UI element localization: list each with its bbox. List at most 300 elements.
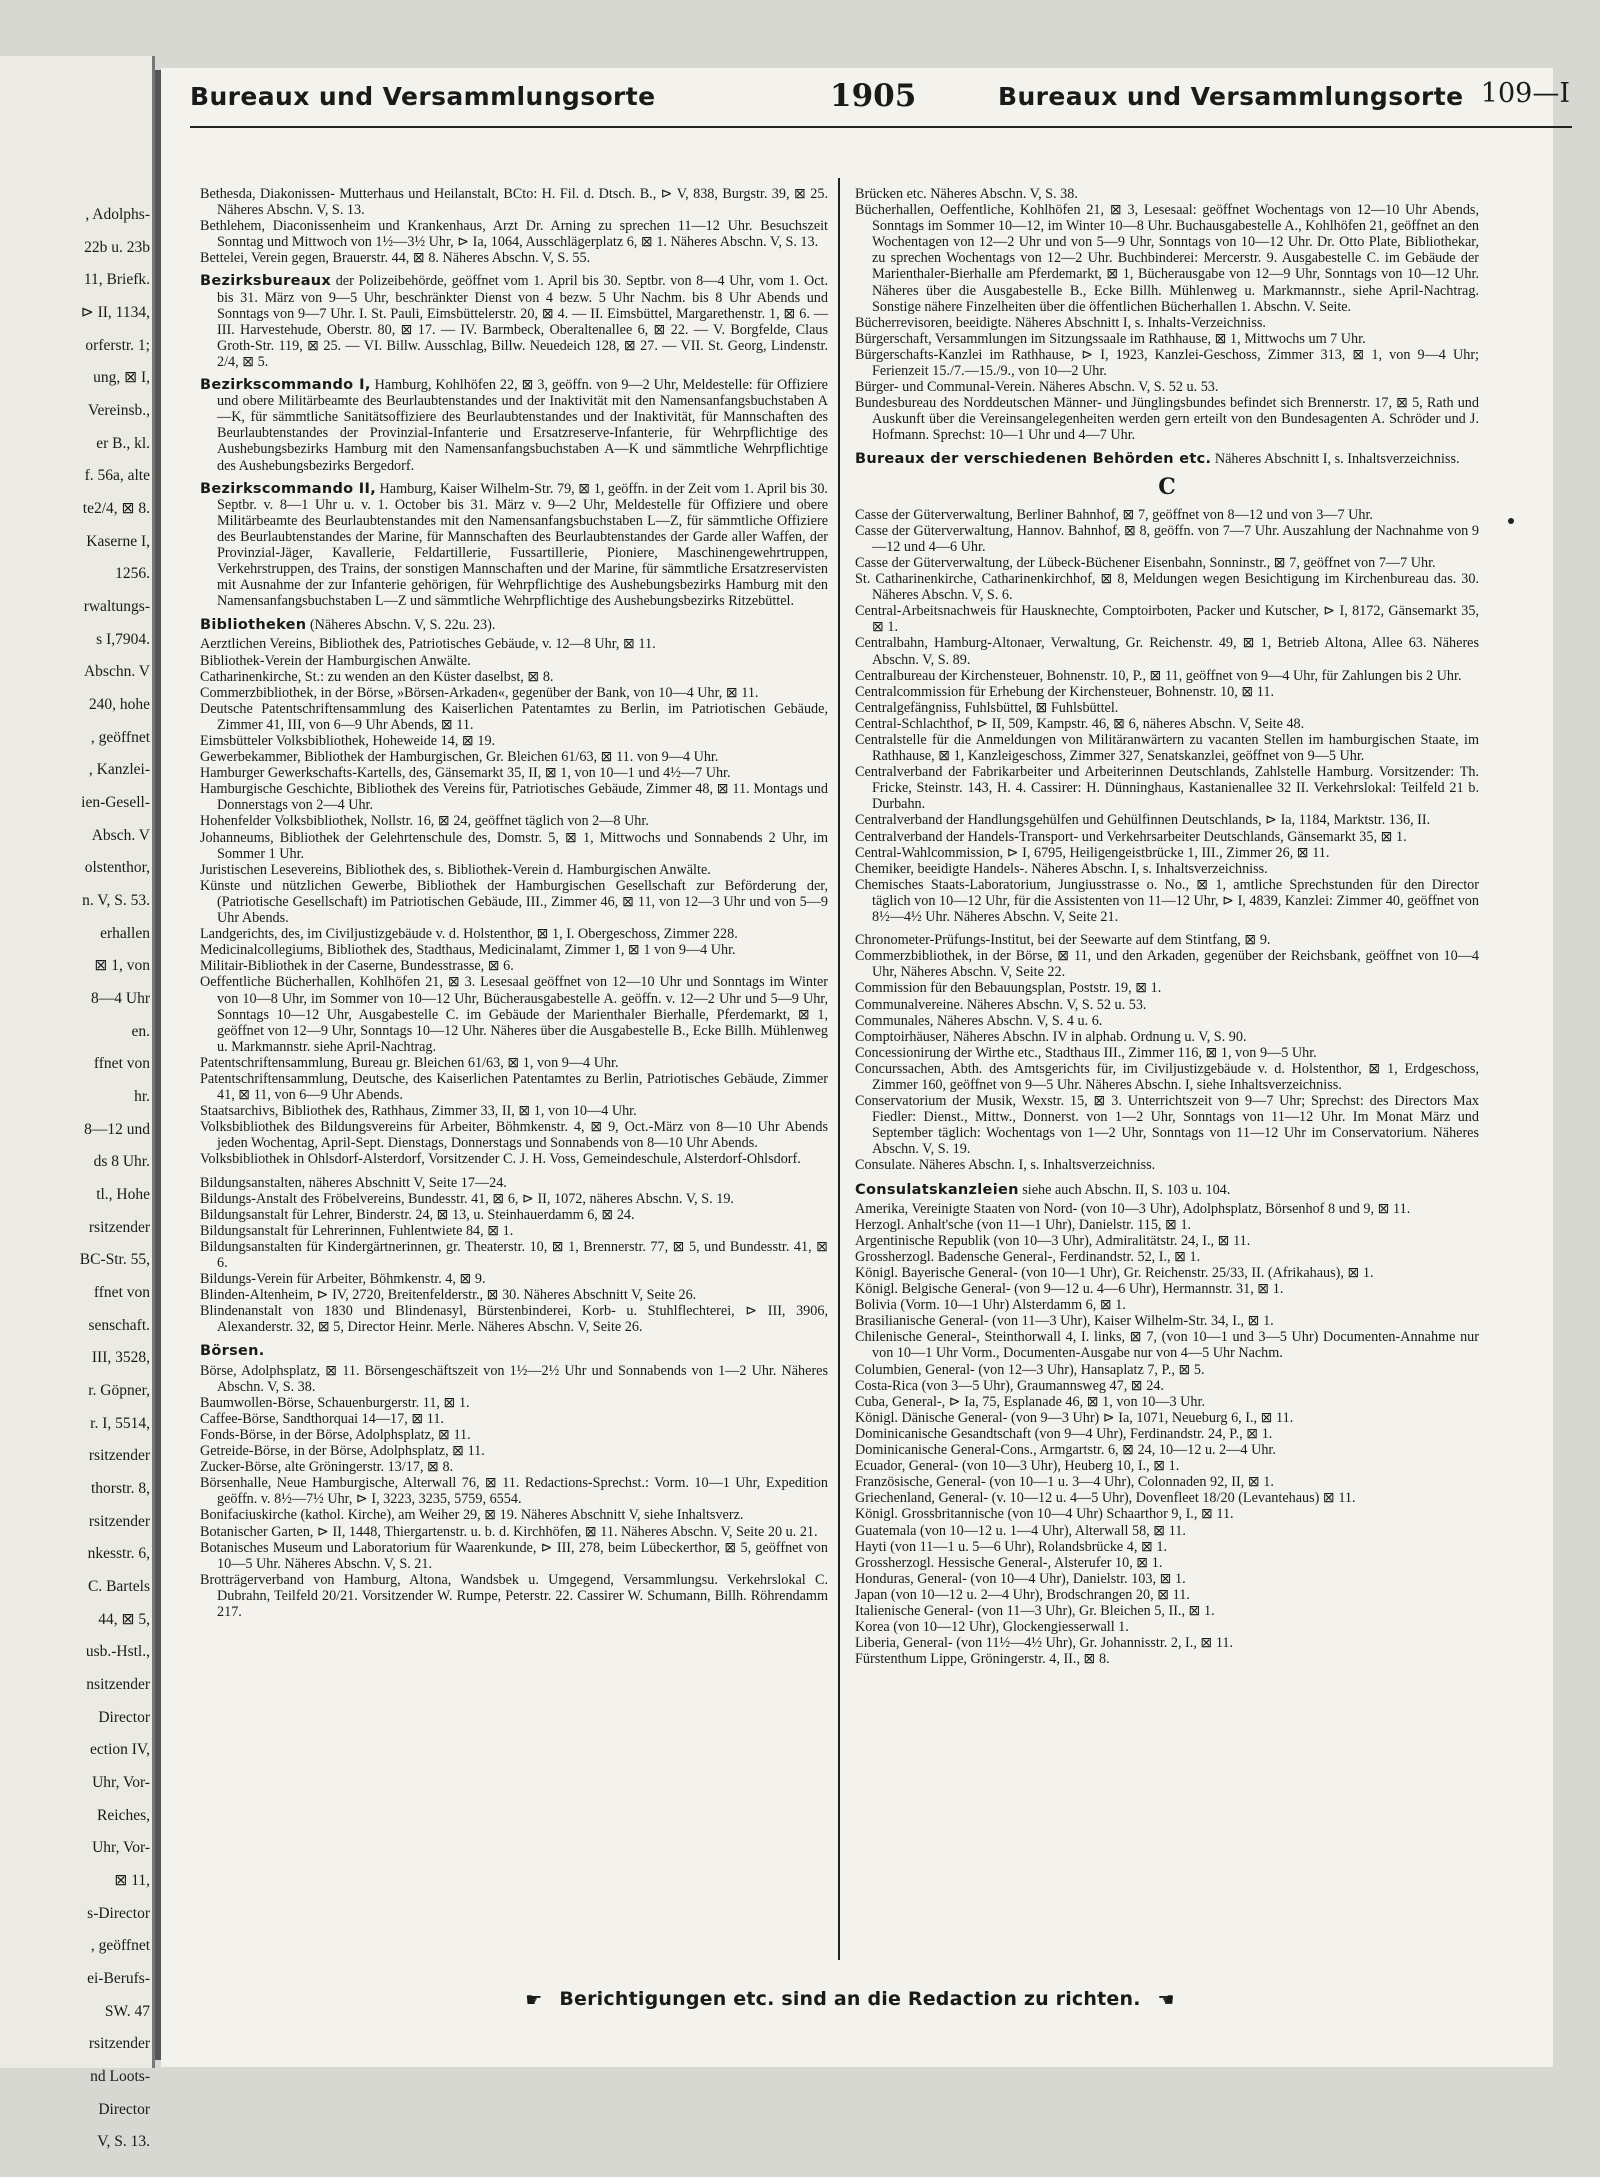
entry-text: Commission für den Bebauungsplan, Poststr. 19, ⊠ 1. <box>855 980 1162 997</box>
entry-text: Näheres Abschnitt I, s. Inhaltsverzeichniss. <box>1211 450 1460 467</box>
directory-entry <box>200 813 828 829</box>
previous-page-line: ⊠ 1, von <box>94 957 150 975</box>
entry-text: Blindenanstalt von 1830 und Blindenasyl, Bürstenbinderei, Korb- u. Stuhlflechterei, ⊳ III, 3906, Alexanderstr. 32, ⊠ 5, Director Heinr. Merle. Näheres Abschn. V, Seite 26. <box>200 1303 828 1336</box>
entry-text: Bildungsanstalt für Lehrerinnen, Fuhlentwiete 84, ⊠ 1. <box>200 1222 514 1239</box>
entry-text: Landgerichts, des, im Civiljustizgebäude v. d. Holstenthor, ⊠ 1, I. Obergeschoss, Zimmer 228. <box>200 926 738 943</box>
previous-page-line: te2/4, ⊠ 8. <box>82 500 150 517</box>
entry-text: Zucker-Börse, alte Gröningerstr. 13/17, ⊠ 8. <box>200 1459 454 1476</box>
directory-entry <box>200 481 828 610</box>
entry-text: Bürger- und Communal-Verein. Näheres Abschn. V, S. 52 u. 53. <box>855 379 1219 396</box>
directory-entry <box>200 1071 828 1103</box>
directory-entry <box>200 1395 828 1411</box>
previous-page-line: ⊠ 11, <box>114 1872 150 1889</box>
previous-page-line: ei-Berufs- <box>87 1970 150 1987</box>
directory-entry <box>855 523 1479 555</box>
entry-text: Amerika, Vereinigte Staaten von Nord- (von 10—3 Uhr), Adolphsplatz, Börsenhof 8 und 9, ⊠ 11. <box>855 1200 1411 1217</box>
directory-entry <box>855 1635 1479 1651</box>
entry-text: Columbien, General- (von 12—3 Uhr), Hansaplatz 7, P., ⊠ 5. <box>855 1361 1205 1378</box>
directory-entry <box>200 926 828 942</box>
entry-text: Dominicanische General-Cons., Armgartstr. 6, ⊠ 24, 10—12 u. 2—4 Uhr. <box>855 1442 1276 1459</box>
directory-entry <box>200 701 828 733</box>
entry-text: Dominicanische Gesandtschaft (von 9—4 Uhr), Ferdinandstr. 24, P., ⊠ 1. <box>855 1425 1273 1442</box>
entry-text: Königl. Dänische General- (von 9—3 Uhr) ⊳ Ia, 1071, Neueburg 6, I., ⊠ 11. <box>855 1409 1294 1426</box>
entry-text: Patentschriftensammlung, Bureau gr. Bleichen 61/63, ⊠ 1, von 9—4 Uhr. <box>200 1054 619 1071</box>
previous-page-line: s I,7904. <box>96 630 150 648</box>
entry-text: Johanneums, Bibliothek der Gelehrtenschule des, Domstr. 5, ⊠ 1, Mittwochs und Sonnabends 2 Uhr, im Sommer 1 Uhr. <box>200 829 828 862</box>
section-entry <box>855 1182 1479 1198</box>
header-year: 1905 <box>830 78 917 114</box>
entry-text: Aerztlichen Vereins, Bibliothek des, Patriotisches Gebäude, v. 12—8 Uhr, ⊠ 11. <box>200 636 656 653</box>
entry-text: Hamburger Gewerkschafts-Kartells, des, Gänsemarkt 35, II, ⊠ 1, von 10—1 und 4½—7 Uhr. <box>200 765 731 782</box>
entry-text: Chemiker, beeidigte Handels-. Näheres Abschn. I, s. Inhaltsverzeichniss. <box>855 860 1268 877</box>
entry-text: Bildungsanstalten, näheres Abschnitt V, Seite 17—24. <box>200 1174 507 1191</box>
directory-entry <box>855 716 1479 732</box>
entry-text: Volksbibliothek des Bildungsvereins für Arbeiter, Böhmkenstr. 4, ⊠ 9, Oct.-März von 8—10 Uhr Abends jeden Wochentag, April-Sept. Dienstags, Donnerstags und Sonnabends von 8—10 Uhr Abends. <box>200 1119 828 1152</box>
previous-page-line: rwaltungs- <box>83 598 150 615</box>
entry-text: Brasilianische General- (von 11—3 Uhr), Kaiser Wilhelm-Str. 34, I., ⊠ 1. <box>855 1313 1274 1330</box>
entry-text: Central-Schlachthof, ⊳ II, 509, Kampstr. 46, ⊠ 6, näheres Abschn. V, Seite 48. <box>855 715 1305 732</box>
previous-page-line: Uhr, Vor- <box>92 1774 150 1791</box>
entry-text: Japan (von 10—12 u. 2—4 Uhr), Brodschrangen 20, ⊠ 11. <box>855 1586 1190 1603</box>
directory-entry <box>855 845 1479 861</box>
previous-page-line: ung, ⊠ I, <box>93 369 150 387</box>
directory-entry <box>855 1249 1479 1265</box>
section-entry <box>200 1343 828 1359</box>
entry-text: Central-Wahlcommission, ⊳ I, 6795, Heiligengeistbrücke 1, III., Zimmer 26, ⊠ 11. <box>855 844 1330 861</box>
previous-page-line: ⊳ II, 1134, <box>80 304 150 321</box>
entry-text: Künste und nützlichen Gewerbe, Bibliothek der Hamburgischen Gesellschaft zur Beförderung der, (Patriotische Gesellschaft) im Patriotischen Gebäude, III., Zimmer 46, ⊠ 11, von 12—3 Uhr und von 5—9 Uhr Abends. <box>200 877 828 927</box>
letter-heading: C <box>1158 473 1176 500</box>
entry-text: Grossherzogl. Hessische General-, Alsterufer 10, ⊠ 1. <box>855 1554 1163 1571</box>
directory-entry <box>200 830 828 862</box>
previous-page-line: Abschn. V <box>83 663 150 681</box>
entry-text: Concessionirung der Wirthe etc., Stadthaus III., Zimmer 116, ⊠ 1, von 9—5 Uhr. <box>855 1044 1317 1061</box>
directory-entry <box>855 451 1479 467</box>
previous-page-line: 44, ⊠ 5, <box>98 1610 150 1628</box>
entry-text: Bethlehem, Diaconissenheim und Krankenhaus, Arzt Dr. Arning zu sprechen 11—12 Uhr. Besuchszeit Sonntag und Mittwoch von 1½—3½ Uhr, ⊳ Ia, 1064, Ausschlägerplatz 6, ⊠ 1. Näheres Abschn. V, S. 13. <box>200 218 828 251</box>
directory-entry <box>855 1093 1479 1157</box>
entry-text: Brücken etc. Näheres Abschn. V, S. 38. <box>855 186 1078 202</box>
directory-entry <box>855 684 1479 700</box>
entry-text: Königl. Bayerische General- (von 10—1 Uhr), Gr. Reichenstr. 25/33, II. (Afrikahaus), ⊠ 1. <box>855 1265 1374 1281</box>
directory-entry <box>855 1555 1479 1571</box>
directory-entry <box>855 700 1479 716</box>
previous-page-line: 22b u. 23b <box>84 238 150 256</box>
directory-entry <box>855 1426 1479 1442</box>
header-right-title: Bureaux und Versammlungsorte <box>998 82 1464 111</box>
previous-page-line: 240, hohe <box>88 696 150 713</box>
entry-text: Königl. Belgische General- (von 9—12 u. 4—6 Uhr), Hermannstr. 31, ⊠ 1. <box>855 1281 1284 1298</box>
entry-text: Conservatorium der Musik, Wexstr. 15, ⊠ 3. Unterrichtszeit von 9—7 Uhr; Sprechst: des Directors Max Fiedler: Dienst., Mittw., Donnerst. von 1—2 Uhr, Sonntags von 11—12 Uhr. Im Monat März und September täglich: Wochentags von 1—2 Uhr, Sonntags von 11—12 Uhr im Conservatorium. Näheres Abschn. V, S. 19. <box>855 1093 1479 1158</box>
directory-entry <box>200 1507 828 1523</box>
entry-text: Chilenische General-, Steinthorwall 4, I. links, ⊠ 7, (von 10—1 und 3—5 Uhr) Documenten-Annahme nur von 10—1 Uhr Vorm., Documenten-Ausgabe nur von 4—5 Uhr Nachm. <box>855 1329 1479 1362</box>
entry-text: Bethesda, Diakonissen- Mutterhaus und Heilanstalt, BCto: H. Fil. d. Dtsch. B., ⊳ V, 838, Burgstr. 39, ⊠ 25. Näheres Abschn. V, S. 13. <box>200 186 828 219</box>
directory-entry <box>200 273 828 370</box>
page-number: 109—I <box>1480 78 1570 109</box>
directory-entry <box>200 878 828 926</box>
directory-entry <box>200 1119 828 1151</box>
entry-text: Centralverband der Handels-Transport- und Verkehrsarbeiter Deutschlands, Gänsemarkt 35, ⊠ 1. <box>855 828 1407 845</box>
entry-text: Botanisches Museum und Laboratorium für Waarenkunde, ⊳ III, 278, beim Lübeckerthor, ⊠ 5, geöffnet von 10—5 Uhr. Näheres Abschn. V, S. 21. <box>200 1539 828 1572</box>
entry-text: Guatemala (von 10—12 u. 1—4 Uhr), Alterwall 58, ⊠ 11. <box>855 1522 1186 1539</box>
entry-text: Königl. Grossbritannische (von 10—4 Uhr) Schaarthor 9, I., ⊠ 11. <box>855 1506 1234 1523</box>
entry-text: Bolivia (Vorm. 10—1 Uhr) Alsterdamm 6, ⊠ 1. <box>855 1297 1126 1314</box>
directory-entry <box>200 1411 828 1427</box>
previous-page-line: BC-Str. 55, <box>79 1251 150 1269</box>
directory-entry <box>855 1362 1479 1378</box>
directory-entry <box>200 1303 828 1335</box>
directory-entry <box>855 1587 1479 1603</box>
entry-text: Central-Arbeitsnachweis für Hausknechte, Comptoirboten, Packer und Kutscher, ⊳ I, 8172, Gänsemarkt 35, ⊠ 1. <box>855 603 1479 636</box>
directory-entry <box>855 1265 1479 1281</box>
directory-entry <box>855 1201 1479 1217</box>
directory-entry <box>200 1572 828 1620</box>
entry-text: Concurssachen, Abth. des Amtsgerichts für, im Civiljustizgebäude v. d. Holstenthor, ⊠ 1, Erdgeschoss, Zimmer 160, geöffnet von 9—5 Uhr. Näheres Abschn. I, siehe Inhaltsverzeichniss. <box>855 1060 1479 1093</box>
entry-text: siehe auch Abschn. II, S. 103 u. 104. <box>1018 1181 1231 1198</box>
directory-entry <box>200 669 828 685</box>
directory-entry <box>200 1287 828 1303</box>
directory-entry <box>200 733 828 749</box>
previous-page-line: r. I, 5514, <box>90 1414 150 1432</box>
entry-text: Bibliothek-Verein der Hamburgischen Anwälte. <box>200 652 471 669</box>
directory-entry <box>200 1271 828 1287</box>
entry-text: Volksbibliothek in Ohlsdorf-Alsterdorf, Vorsitzender C. J. H. Voss, Gemeindeschule, Alsterdorf-Ohlsdorf. <box>200 1151 801 1168</box>
directory-entry <box>855 571 1479 603</box>
previous-page-line: 8—12 und <box>84 1120 150 1138</box>
directory-entry <box>200 636 828 652</box>
directory-entry <box>200 218 828 250</box>
entry-text: Botanischer Garten, ⊳ II, 1448, Thiergartenstr. u. b. d. Kirchhöfen, ⊠ 11. Näheres Abschn. V, Seite 20 u. 21. <box>200 1523 818 1540</box>
entry-text: Centralbahn, Hamburg-Altonaer, Verwaltung, Gr. Reichenstr. 49, ⊠ 1, Betrieb Altona, Allee 63. Näheres Abschn. V, S. 89. <box>855 635 1479 668</box>
entry-text: Chronometer-Prüfungs-Institut, bei der Seewarte auf dem Stintfang, ⊠ 9. <box>855 932 1271 949</box>
entry-text: Griechenland, General- (v. 10—12 u. 4—5 Uhr), Dovenfleet 18/20 (Levantehaus) ⊠ 11. <box>855 1490 1356 1507</box>
directory-entry <box>200 765 828 781</box>
entry-text: Fonds-Börse, in der Börse, Adolphsplatz, ⊠ 11. <box>200 1426 471 1443</box>
previous-page-line: , Adolphs- <box>85 206 150 223</box>
directory-entry <box>855 555 1479 571</box>
previous-page-line: ffnet von <box>93 1284 150 1301</box>
entry-text: der Polizeibehörde, geöffnet vom 1. April bis 30. Septbr. von 8—4 Uhr, vom 1. Oct. bis 31. März von 9—5 Uhr, beschränkter Dienst von 4 bezw. 5 Uhr Nachm. bis 8 Uhr Abends und Sonntags von 9—7 Uhr. I. St. Pauli, Eimsbüttelerstr. 20, ⊠ 4. — II. Eimsbüttel, Margarethenstr. 1, ⊠ 6. — III. Harvestehude, Oberstr. 80, ⊠ 17. — IV. Barmbeck, Oberaltenallee 6, ⊠ 22. — V. Borgfelde, Claus Groth-Str. 119, ⊠ 25. — VI. Billw. Ausschlag, Billw. Neuedeich 128, ⊠ 27. — VII. St. Georg, Lindenstr. 2/4, ⊠ 5. <box>217 273 828 370</box>
previous-page-line: rsitzender <box>88 1512 150 1530</box>
entry-text: Ecuador, General- (von 10—3 Uhr), Heuberg 10, I., ⊠ 1. <box>855 1458 1180 1475</box>
section-heading: Bibliotheken <box>200 617 307 634</box>
previous-page-line: f. 56a, alte <box>84 467 150 485</box>
previous-page-line: ffnet von <box>93 1055 150 1073</box>
previous-page-line: senschaft. <box>88 1316 150 1334</box>
previous-page-line: rsitzender <box>88 1218 150 1236</box>
previous-page-line: Director <box>98 2100 150 2118</box>
directory-entry <box>855 1045 1479 1061</box>
entry-text: Bildungs-Verein für Arbeiter, Böhmkenstr. 4, ⊠ 9. <box>200 1271 486 1288</box>
directory-entry <box>855 932 1479 948</box>
directory-entry <box>855 1603 1479 1619</box>
directory-entry <box>855 186 1479 202</box>
directory-entry <box>855 948 1479 980</box>
directory-entry <box>855 1061 1479 1093</box>
entry-text: Casse der Güterverwaltung, Hannov. Bahnhof, ⊠ 8, geöffn. von 7—7 Uhr. Auszahlung der Nachnahme von 9—12 und 4—6 Uhr. <box>855 522 1479 555</box>
previous-page-line: usb.-Hstl., <box>85 1643 150 1661</box>
previous-page-line: n. V, S. 53. <box>82 892 150 909</box>
entry-text: Herzogl. Anhalt'sche (von 11—1 Uhr), Danielstr. 115, ⊠ 1. <box>855 1216 1192 1233</box>
directory-entry <box>855 635 1479 667</box>
entry-text: Deutsche Patentschriftensammlung des Kaiserlichen Patentamtes zu Berlin, im Patriotischen Gebäude, Zimmer 41, III, von 6—9 Uhr Abends, ⊠ 11. <box>200 700 828 733</box>
directory-entry <box>200 653 828 669</box>
directory-entry <box>855 1442 1479 1458</box>
entry-text: Centralbureau der Kirchensteuer, Bohnenstr. 10, P., ⊠ 11, geöffnet von 9—4 Uhr, für Zahlungen bis 2 Uhr. <box>855 667 1462 684</box>
entry-text: Bundesbureau des Norddeutschen Männer- und Jünglingsbundes befindet sich Brennerstr. 17, ⊠ 5, Rath und Auskunft über die Vereinsangelegenheiten werden gern erteilt von den Bundesagenten A. Schröder und J. Hofmann. Sprechst: 10—1 Uhr und 4—7 Uhr. <box>855 395 1479 444</box>
previous-page-line: SW. 47 <box>104 2002 150 2020</box>
directory-entry <box>200 1427 828 1443</box>
directory-entry <box>855 379 1479 395</box>
previous-page-line: , geöffnet <box>90 728 150 746</box>
entry-text: Blinden-Altenheim, ⊳ IV, 2720, Breitenfelderstr., ⊠ 30. Näheres Abschnitt V, Seite 26. <box>200 1287 697 1304</box>
directory-entry <box>855 1329 1479 1361</box>
directory-entry <box>855 764 1479 812</box>
entry-text: Hamburgische Geschichte, Bibliothek des Vereins für, Patriotisches Gebäude, Zimmer 48, ⊠ 11. Montags und Donnerstags von 2—4 Uhr. <box>200 781 828 814</box>
directory-entry <box>200 1459 828 1475</box>
entry-text: Hamburg, Kohlhöfen 22, ⊠ 3, geöffn. von 9—2 Uhr, Meldestelle: für Offiziere und obere Militärbeamte des Beurlaubtenstandes und der Inaktivität mit den Namensanfangsbuchstaben A—K, für sämmtliche Sanitätsoffiziere des Beurlaubtenstandes und der Inaktivität, für Mannschaften des Beurlaubtenstandes der Provinzial-Infanterie und Ersatzreserve-Infanterie, für Wehrpflichtige des Aushebungsbezirks Hamburg mit den Namensanfangsbuchstaben A—K und sämmtliche Wehrpflichtige des Aushebungsbezirks Bergedorf. <box>217 377 828 474</box>
directory-entry <box>855 1233 1479 1249</box>
directory-entry <box>855 1297 1479 1313</box>
directory-entry <box>200 942 828 958</box>
entry-heading: Bezirkscommando I, <box>200 377 371 394</box>
running-header <box>190 78 1572 128</box>
directory-entry <box>855 1490 1479 1506</box>
previous-page-line: C. Bartels <box>88 1578 150 1595</box>
previous-page-line: Reiches, <box>97 1806 150 1824</box>
entry-text: Communales, Näheres Abschn. V, S. 4 u. 6. <box>855 1012 1103 1029</box>
entry-text: Chemisches Staats-Laboratorium, Jungiusstrasse o. No., ⊠ 1, amtliche Sprechstunden für den Director täglich von 10—12 Uhr, für die Assistenten von 11—12 Uhr, ⊳ I, 4839, Kanzlei: Zimmer 40, geöffnet von 8½—4½ Uhr. Näheres Abschn. V, Seite 21. <box>855 876 1479 926</box>
directory-entry <box>200 1363 828 1395</box>
entry-text: Liberia, General- (von 11½—4½ Uhr), Gr. Johannisstr. 2, I., ⊠ 11. <box>855 1635 1234 1652</box>
previous-page-line: er B., kl. <box>96 434 150 452</box>
directory-entry <box>855 829 1479 845</box>
entry-text: Gewerbekammer, Bibliothek der Hamburgischen, Gr. Bleichen 61/63, ⊠ 11. von 9—4 Uhr. <box>200 749 719 766</box>
entry-text: Bildungsanstalt für Lehrer, Binderstr. 24, ⊠ 13, u. Steinhauerdamm 6, ⊠ 24. <box>200 1206 635 1223</box>
directory-entry <box>855 1394 1479 1410</box>
entry-text: Casse der Güterverwaltung, Berliner Bahnhof, ⊠ 7, geöffnet von 8—12 und von 3—7 Uhr. <box>855 506 1373 523</box>
entry-text: Centralgefängniss, Fuhlsbüttel, ⊠ Fuhlsbüttel. <box>855 699 1119 716</box>
directory-entry <box>855 1410 1479 1426</box>
pointing-hand-right-icon: ☛ <box>525 1988 543 2011</box>
previous-page-line: olstenthor, <box>84 859 150 877</box>
previous-page-line: ds 8 Uhr. <box>93 1153 150 1171</box>
directory-entry <box>200 1207 828 1223</box>
entry-text: Catharinenkirche, St.: zu wenden an den Küster daselbst, ⊠ 8. <box>200 668 554 685</box>
previous-page-line: V, S. 13. <box>97 2133 150 2151</box>
directory-entry <box>855 1013 1479 1029</box>
directory-entry <box>200 1175 828 1191</box>
directory-entry <box>855 732 1479 764</box>
entry-text: Hohenfelder Volksbibliothek, Nollstr. 16, ⊠ 24, geöffnet täglich von 2—8 Uhr. <box>200 813 649 830</box>
directory-entry <box>200 974 828 1054</box>
entry-text: Commerzbibliothek, in der Börse, »Börsen-Arkaden«, gegenüber der Bank, von 10—4 Uhr, ⊠ 11. <box>200 684 759 701</box>
directory-entry <box>855 603 1479 635</box>
directory-entry <box>855 1217 1479 1233</box>
entry-text: Börsenhalle, Neue Hamburgische, Alterwall 76, ⊠ 11. Redactions-Sprechst.: Vorm. 10—1 Uhr, Expedition geöffn. v. 8½—7½ Uhr, ⊳ I, 3223, 3235, 5759, 6554. <box>200 1475 828 1508</box>
entry-text: Fürstenthum Lippe, Gröningerstr. 4, II., ⊠ 8. <box>855 1651 1110 1668</box>
entry-text: Caffee-Börse, Sandthorquai 14—17, ⊠ 11. <box>200 1410 444 1427</box>
entry-text: (Näheres Abschn. V, S. 22u. 23). <box>306 617 496 634</box>
directory-entry <box>855 202 1479 315</box>
directory-entry <box>855 1523 1479 1539</box>
directory-entry <box>855 331 1479 347</box>
entry-heading: Bezirksbureaux <box>200 273 332 290</box>
entry-text: Börse, Adolphsplatz, ⊠ 11. Börsengeschäftszeit von 1½—2½ Uhr und Sonnabends von 1—2 Uhr. Näheres Abschn. V, S. 38. <box>200 1362 828 1395</box>
directory-entry <box>200 1540 828 1572</box>
entry-text: Bettelei, Verein gegen, Brauerstr. 44, ⊠ 8. Näheres Abschn. V, S. 55. <box>200 250 591 267</box>
entry-text: Commerzbibliothek, in der Börse, ⊠ 11, und den Arkaden, gegenüber der Reichsbank, geöffnet von 10—4 Uhr, Näheres Abschn. V, Seite 22. <box>855 948 1479 981</box>
entry-text: Argentinische Republik (von 10—3 Uhr), Admiralitätstr. 24, I., ⊠ 11. <box>855 1232 1251 1249</box>
previous-page-line: Director <box>98 1708 150 1726</box>
directory-entry <box>855 980 1479 996</box>
directory-entry <box>855 1539 1479 1555</box>
previous-page-fragment <box>0 56 155 2151</box>
entry-text: Baumwollen-Börse, Schauenburgerstr. 11, ⊠ 1. <box>200 1394 470 1411</box>
entry-text: Bildungs-Anstalt des Fröbelvereins, Bundesstr. 41, ⊠ 6, ⊳ II, 1072, näheres Abschn. V, S. 19. <box>200 1190 734 1207</box>
entry-heading: Bureaux der verschiedenen Behörden etc. <box>855 450 1212 467</box>
entry-text: Eimsbütteler Volksbibliothek, Hoheweide 14, ⊠ 19. <box>200 733 496 749</box>
directory-entry <box>200 1475 828 1507</box>
directory-entry <box>855 507 1479 523</box>
previous-page-line: s-Director <box>87 1904 150 1922</box>
pointing-hand-left-icon: ☚ <box>1157 1988 1175 2011</box>
entry-text: Consulate. Näheres Abschn. I, s. Inhaltsverzeichniss. <box>855 1157 1156 1174</box>
entry-text: Centralverband der Handlungsgehülfen und Gehülfinnen Deutschlands, ⊳ Ia, 1184, Marktstr. 136, II. <box>855 812 1431 829</box>
entry-text: Bürgerschaft, Versammlungen im Sitzungssaale im Rathhause, ⊠ 1, Mittwochs um 7 Uhr. <box>855 330 1366 347</box>
directory-entry <box>200 250 828 266</box>
previous-page-line: rsitzender <box>88 2035 150 2053</box>
previous-page-line: III, 3528, <box>91 1349 150 1367</box>
directory-entry <box>855 812 1479 828</box>
directory-entry <box>855 1651 1479 1667</box>
previous-page-line: ien-Gesell- <box>81 794 150 811</box>
entry-text: St. Catharinenkirche, Catharinenkirchhof, ⊠ 8, Meldungen wegen Besichtigung im Kirchenbureau das. 30. Näheres Abschn. V, S. 6. <box>855 571 1479 604</box>
entry-text: Centralstelle für die Anmeldungen von Militäranwärtern zu vacanten Stellen im hamburgischen Staate, im Rathhause, ⊠ 1, Kanzleigeschoss, Zimmer 327, Senatskanzlei, geöffnet von 9—5 Uhr. <box>855 732 1479 765</box>
section-heading: Consulatskanzleien <box>855 1181 1019 1198</box>
directory-entry <box>855 1281 1479 1297</box>
directory-entry <box>855 1506 1479 1522</box>
previous-page-line: Uhr, Vor- <box>92 1839 150 1857</box>
entry-text: Bürgerschafts-Kanzlei im Rathhause, ⊳ I, 1923, Kanzlei-Geschoss, Zimmer 313, ⊠ 1, von 9—4 Uhr; Ferienzeit 15./7.—15./9., von 10—2 Uhr. <box>855 346 1479 380</box>
entry-text: Bonifaciuskirche (kathol. Kirche), am Weiher 29, ⊠ 19. Näheres Abschnitt V, siehe Inhaltsverz. <box>200 1507 744 1524</box>
entry-text: Costa-Rica (von 3—5 Uhr), Graumannsweg 47, ⊠ 24. <box>855 1377 1164 1394</box>
directory-entry <box>855 1458 1479 1474</box>
entry-text: Korea (von 10—12 Uhr), Glockengiesserwall 1. <box>855 1619 1129 1636</box>
directory-entry <box>855 1029 1479 1045</box>
column-divider <box>838 178 840 1960</box>
directory-entry <box>200 1103 828 1119</box>
directory-entry <box>200 749 828 765</box>
directory-entry <box>855 1313 1479 1329</box>
entry-text: Comptoirhäuser, Näheres Abschn. IV in alphab. Ordnung u. V, S. 90. <box>855 1028 1247 1045</box>
previous-page-line: r. Göpner, <box>88 1382 150 1399</box>
directory-entry <box>200 862 828 878</box>
previous-page-line: , geöffnet <box>90 1937 150 1955</box>
directory-entry <box>200 1443 828 1459</box>
entry-text: Medicinalcollegiums, Bibliothek des, Stadthaus, Medicinalamt, Zimmer 1, ⊠ 1 von 9—4 Uhr. <box>200 942 736 959</box>
directory-entry <box>200 958 828 974</box>
entry-text: Centralcommission für Erhebung der Kirchensteuer, Bohnenstr. 10, ⊠ 11. <box>855 683 1274 700</box>
previous-page-line: en. <box>131 1022 150 1040</box>
entry-text: Casse der Güterverwaltung, der Lübeck-Büchener Eisenbahn, Sonninstr., ⊠ 7, geöffnet von 7—7 Uhr. <box>855 554 1436 571</box>
right-column <box>855 186 1479 1667</box>
previous-page-line: hr. <box>134 1088 150 1105</box>
entry-text: Staatsarchivs, Bibliothek des, Rathhaus, Zimmer 33, II, ⊠ 1, von 10—4 Uhr. <box>200 1103 637 1120</box>
directory-entry <box>855 1571 1479 1587</box>
directory-entry <box>200 781 828 813</box>
entry-text: Cuba, General-, ⊳ Ia, 75, Esplanade 46, ⊠ 1, von 10—3 Uhr. <box>855 1393 1206 1410</box>
directory-entry <box>855 1157 1479 1173</box>
directory-entry <box>200 1223 828 1239</box>
directory-entry <box>855 668 1479 684</box>
entry-text: Honduras, General- (von 10—4 Uhr), Danielstr. 103, ⊠ 1. <box>855 1570 1186 1587</box>
entry-text: Hayti (von 11—1 u. 5—6 Uhr), Rolandsbrücke 4, ⊠ 1. <box>855 1538 1168 1555</box>
directory-entry <box>855 395 1479 443</box>
footer-note <box>470 1988 1230 2011</box>
directory-entry <box>200 685 828 701</box>
previous-page-line: ection IV, <box>90 1741 150 1759</box>
entry-text: Communalvereine. Näheres Abschn. V, S. 52 u. 53. <box>855 996 1147 1013</box>
previous-page-line: thorstr. 8, <box>91 1480 150 1497</box>
header-left-title: Bureaux und Versammlungsorte <box>190 82 656 111</box>
directory-entry <box>200 186 828 218</box>
directory-entry <box>855 997 1479 1013</box>
section-entry <box>200 617 828 633</box>
entry-text: Juristischen Lesevereins, Bibliothek des, s. Bibliothek-Verein d. Hamburgischen Anwälte. <box>200 861 711 878</box>
previous-page-line: , Kanzlei- <box>88 761 150 779</box>
entry-text: Französische, General- (von 10—1 u. 3—4 Uhr), Colonnaden 92, II, ⊠ 1. <box>855 1474 1274 1491</box>
entry-text: Brotträgerverband von Hamburg, Altona, Wandsbek u. Umgegend, Versammlungsu. Verkehrslokal C. Dubrahn, Teilfeld 20/21. Vorsitzender W. Rumpe, Peterstr. 22. Cassirer W. Schumann, Billh. Röhrendamm 217. <box>200 1571 828 1620</box>
directory-entry <box>200 1524 828 1540</box>
section-heading: Börsen. <box>200 1343 265 1360</box>
directory-entry <box>855 877 1479 925</box>
previous-page-line: erhallen <box>100 924 150 942</box>
entry-text: Hamburg, Kaiser Wilhelm-Str. 79, ⊠ 1, geöffn. in der Zeit vom 1. April bis 30. Septbr. v. 8—1 Uhr u. v. 1. October bis 31. März v. 9—2 Uhr, Meldestelle für Offiziere und obere Militärbeamte des Beurlaubtenstandes mit den Namensanfangsbuchstaben L—Z, für sämmtliche Offiziere des Beurlaubtenstandes der Marine, für Mannschaften des Beurlaubtenstandes der Garde aller Waffen, der Provinzial-Jäger, Kavallerie, Feldartillerie, Fussartillerie, Pioniere, Maschinengewehrtruppen, Verkehrstruppen, des Trains, der sonstigen Mannschaften und der Marine, für sämmtliche Ersatzreservisten mit Ausnahme der zur Infanterie gehörigen, für Wehrpflichtige des Aushebungsbezirks Hamburg mit den Namensanfangsbuchstaben L—Z und sämmtliche Wehrpflichtige des Aushebungsbezirks Ritzebüttel. <box>217 480 828 610</box>
directory-entry <box>200 1055 828 1071</box>
entry-text: Bücherhallen, Oeffentliche, Kohlhöfen 21, ⊠ 3, Lesesaal: geöffnet Wochentags von 12—10 Uhr Abends, Sonntags im Sommer 10—12, im Winter 10—8 Uhr. Buchausgabestelle A., Kohlhöfen 21, geöffnet an den Wochentagen von 12—2 Uhr und von 5—9 Uhr, Sonntags von 10—12 Uhr. Dr. Otto Plate, Bibliothekar, zu sprechen Wochentags von 12—2 Uhr. Buchbinderei: Mercerstr. 9. Ausgabestelle C. im Gebäude der Marienthaler-Bierhalle am Pferdemarkt, ⊠ 1, Bücherausgabe von 12—9 Uhr, Sonntags von 10—12 Uhr. Näheres über die Ausgabestelle B., Ecke Billh. Mühlenweg u. Markmannstr., siehe April-Nachtrag. Sonstige nähere Finzelheiten über die öffentlichen Bücherhallen 1. Abschn. V. Seite. <box>855 202 1479 315</box>
entry-text: Patentschriftensammlung, Deutsche, des Kaiserlichen Patentamtes zu Berlin, Patriotisches Gebäude, Zimmer 41, ⊠ 11, von 6—9 Uhr Abends. <box>200 1070 828 1104</box>
entry-text: Getreide-Börse, in der Börse, Adolphsplatz, ⊠ 11. <box>200 1443 485 1460</box>
previous-page-line: Absch. V <box>91 826 150 844</box>
left-column <box>200 186 828 1620</box>
previous-page-line: Vereinsb., <box>88 402 150 419</box>
previous-page-line: Kaserne I, <box>86 532 150 550</box>
previous-page-line: orferstr. 1; <box>85 336 150 354</box>
previous-page-line: tl., Hohe <box>96 1186 150 1203</box>
previous-page-line: 8—4 Uhr <box>91 990 150 1007</box>
directory-entry <box>200 1191 828 1207</box>
previous-page-line: nsitzender <box>86 1676 150 1693</box>
entry-text: Grossherzogl. Badensche General-, Ferdinandstr. 52, I., ⊠ 1. <box>855 1248 1201 1265</box>
entry-text: Bildungsanstalten für Kindergärtnerinnen, gr. Theaterstr. 10, ⊠ 1, Brennerstr. 77, ⊠ 5, und Bundesstr. 41, ⊠ 6. <box>200 1238 828 1271</box>
directory-entry <box>855 1619 1479 1635</box>
entry-heading: Bezirkscommando II, <box>200 480 376 497</box>
directory-entry <box>200 377 828 474</box>
directory-entry <box>855 1474 1479 1490</box>
directory-entry <box>855 347 1479 379</box>
directory-entry <box>200 1239 828 1271</box>
entry-text: Oeffentliche Bücherhallen, Kohlhöfen 21, ⊠ 3. Lesesaal geöffnet von 12—10 Uhr und Sonntags im Winter von 10—8 Uhr, im Sommer von 10—12 Uhr, Bücherausgabestelle A. geöffn. v. 12—2 Uhr und 5—9 Uhr, Sonntags 10—12 Uhr, Ausgabestelle C. im Gebäude der Marienthaler Bierhalle, Pferdemarkt, ⊠ 1, geöffnet von 12—9 Uhr, Sonntags 10—12 Uhr. Näheres über die Ausgabestelle B., Ecke Billh. Mühlenweg u. Markmannstr. siehe April-Nachtrag. <box>200 974 828 1055</box>
directory-entry <box>855 315 1479 331</box>
entry-text: Italienische General- (von 11—3 Uhr), Gr. Bleichen 5, II., ⊠ 1. <box>855 1602 1215 1619</box>
entry-text: Bücherrevisoren, beeidigte. Näheres Abschnitt I, s. Inhalts-Verzeichniss. <box>855 314 1266 331</box>
previous-page-line: nd Loots- <box>90 2068 150 2085</box>
entry-text: Centralverband der Fabrikarbeiter und Arbeiterinnen Deutschlands, Zahlstelle Hamburg. Vorsitzender: Th. Fricke, Steinstr. 143, H. 4. Cassirer: H. Dünninghaus, Kastanienallee 32 II. Verkehrslokal: Teilfeld 21 b. Durbahn. <box>855 764 1479 813</box>
footer-text: Berichtigungen etc. sind an die Redaction zu richten. <box>559 1988 1141 2010</box>
previous-page-line: rsitzender <box>88 1447 150 1465</box>
previous-page-line: 11, Briefk. <box>83 271 150 289</box>
